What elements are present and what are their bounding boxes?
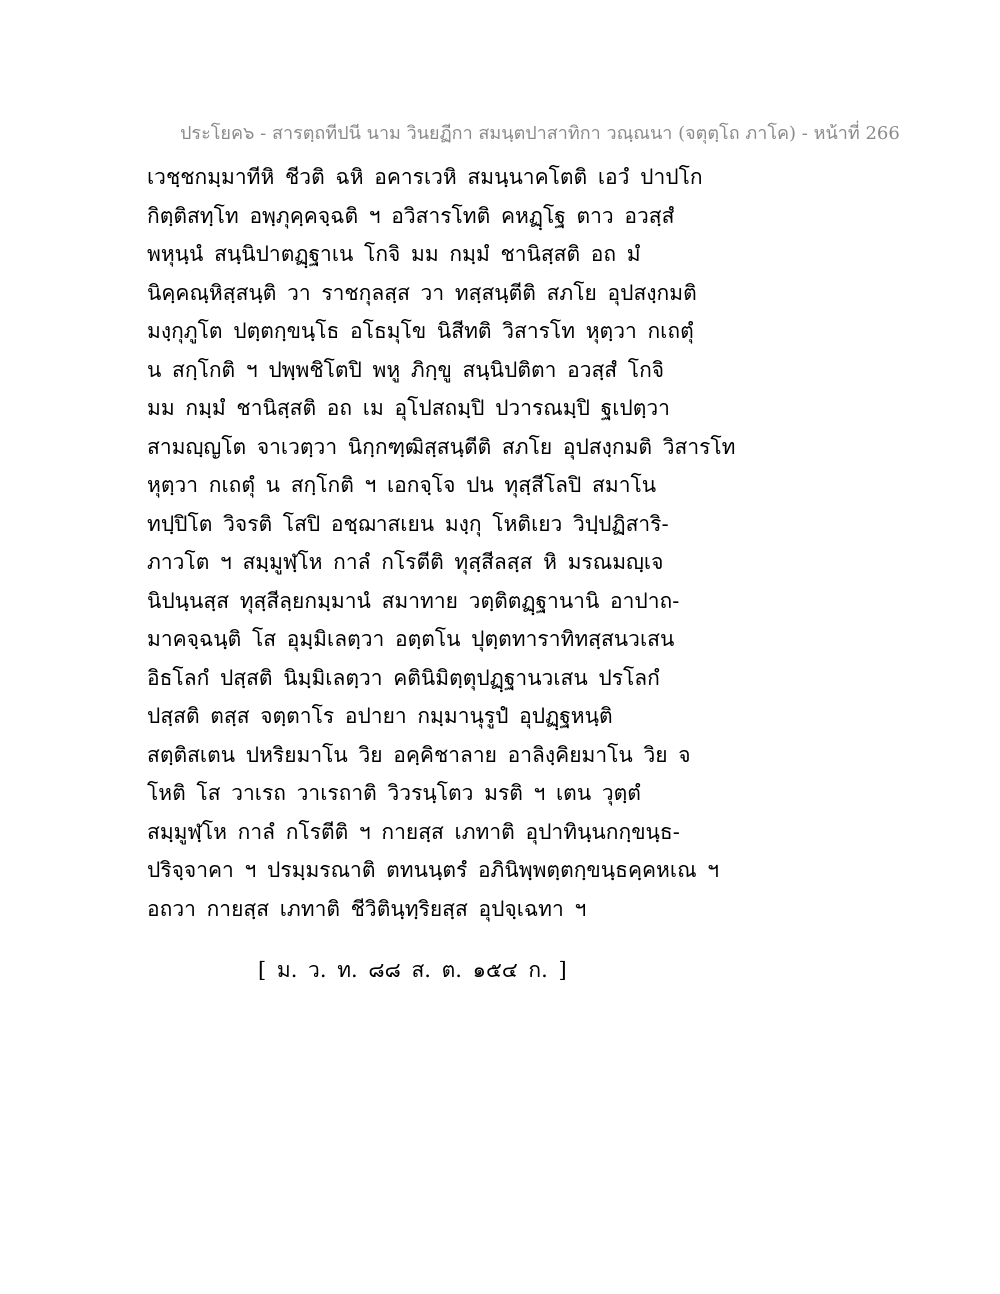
text-line: นิคฺคณฺหิสฺสนฺติ วา ราชกุลสฺส วา ทสฺสนฺตีติ สภโย อุปสงฺกมติ: [147, 280, 697, 305]
text-line: สมฺมูฬฺโห กาลํ กโรตีติ ฯ กายสฺส เภทาติ อุปาทินฺนกกฺขนฺธ-: [147, 819, 680, 844]
running-header: ประโยค๖ - สารตฺถทีปนี นาม วินยฏีกา สมนฺตปาสาทิกา วณฺณนา (จตุตฺโถ ภาโค) - หน้าที่ 266: [180, 123, 900, 144]
text-line: มม กมฺมํ ชานิสฺสติ อถ เม อุโปสถมฺปิ ปวารณมฺปิ ฐเปตฺวา: [147, 396, 670, 420]
text-line: ภาวโต ฯ สมฺมูฬฺโห กาลํ กโรตีติ ทุสฺสีลสฺส หิ มรณมญฺเจ: [147, 550, 664, 574]
text-line: ปสฺสติ ตสฺส จตฺตาโร อปายา กมฺมานุรูปํ อุปฏฺฐหนฺติ: [147, 704, 613, 728]
source-reference: [ ม. ว. ท. ๘๘ ส. ต. ๑๕๔ ก. ]: [258, 958, 567, 982]
text-line: ทปฺปิโต วิจรติ โสปิ อชฺฌาสเยน มงฺกุ โหติเยว วิปฺปฏิสาริ-: [147, 511, 669, 536]
text-line: นิปนฺนสฺส ทุสฺสีลฺยกมฺมานํ สมาทาย วตฺติตฏฺฐานานิ อาปาถ-: [147, 588, 680, 613]
text-line: ปริจฺจาคา ฯ ปรมฺมรณาติ ตทนนฺตรํ อภินิพฺพตฺตกฺขนฺธคฺคหเณ ฯ: [147, 858, 720, 882]
text-line: หุตฺวา กเถตุํ น สกฺโกติ ฯ เอกจฺโจ ปน ทุสฺสีโลปิ สมาโน: [147, 473, 657, 497]
text-line: พหุนฺนํ สนฺนิปาตฏฺฐาเน โกจิ มม กมฺมํ ชานิสฺสติ อถ มํ: [147, 242, 641, 266]
text-line: มงฺกุภูโต ปตฺตกฺขนฺโธ อโธมุโข นิสีทติ วิสารโท หุตฺวา กเถตุํ: [147, 319, 694, 343]
text-line: เวชฺชกมฺมาทีหิ ชีวติ ฉหิ อคารเวหิ สมนฺนาคโตติ เอวํ ปาปโก: [147, 165, 703, 189]
text-line: น สกฺโกติ ฯ ปพฺพชิโตปิ พหู ภิกฺขู สนฺนิปติตา อวสฺสํ โกจิ: [147, 357, 665, 382]
text-line: กิตฺติสทฺโท อพฺภุคฺคจฺฉติ ฯ อวิสารโทติ คหฏฺโฐ ตาว อวสฺสํ: [147, 203, 675, 228]
text-line: สตฺติสเตน ปหริยมาโน วิย อคฺคิชาลาย อาลิงฺคิยมาโน วิย จ: [147, 742, 691, 767]
text-line: อิธโลกํ ปสฺสติ นิมฺมิเลตฺวา คตินิมิตฺตุปฏฺฐานวเสน ปรโลกํ: [147, 665, 660, 690]
text-line: อถวา กายสฺส เภทาติ ชีวิตินฺทฺริยสฺส อุปจฺเฉทา ฯ: [147, 896, 587, 921]
text-line: มาคจฺฉนฺติ โส อุมฺมิเลตฺวา อตฺตโน ปุตฺตทาราทิทสฺสนวเสน: [147, 627, 675, 651]
text-line: สามญฺญโต จาเวตฺวา นิกฺกฑฺฒิสฺสนฺตีติ สภโย อุปสงฺกมติ วิสารโท: [147, 434, 736, 459]
body-text: [147, 158, 867, 928]
text-line: โหติ โส วาเรถ วาเรถาติ วิวรนฺโตว มรติ ฯ เตน วุตฺตํ: [147, 781, 641, 805]
